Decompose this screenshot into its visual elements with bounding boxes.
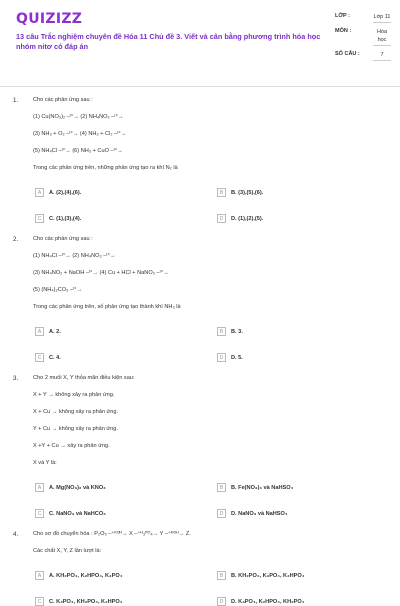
question-text-line: Các chất X, Y, Z lần lượt là:	[33, 548, 102, 554]
option-text: D. NaNO₃ và NaHSO₄	[231, 510, 288, 517]
answer-option-c[interactable]	[35, 353, 61, 362]
answer-option-d[interactable]	[217, 353, 243, 362]
answer-option-b[interactable]	[217, 571, 304, 580]
question-text-line: (3) NH₃ + O₂ –ᵗ°→ (4) NH₃ + Cl₂ –ᵗ°→	[33, 131, 127, 137]
option-text: C. K₃PO₄, KH₂PO₄, K₂HPO₄	[49, 598, 123, 605]
socau-value: 7	[373, 51, 391, 61]
meta-row-mon	[335, 28, 391, 46]
question-number: 4.	[13, 531, 19, 538]
question-text-line: Cho 2 muối X, Y thỏa mãn điều kiện sau:	[33, 375, 135, 381]
option-text: C. (1),(3),(4).	[49, 215, 82, 222]
answer-option-a[interactable]	[35, 571, 122, 580]
option-letter-box[interactable]: A	[35, 571, 44, 580]
option-letter-box[interactable]: B	[217, 571, 226, 580]
question-text-line: (1) NH₄Cl –ᵗ°→ (2) NH₄NO₃ –ᵗ°→	[33, 253, 116, 259]
question-text-line: Cho sơ đồ chuyển hóa : P₂O₅ –⁺ᴷᴼᴴ→ X –⁺ᴴ₃ᴾᴼ₄→ Y –⁺ᴷᴼᴴ→ Z.	[33, 531, 191, 537]
question-text-line: (5) NH₄Cl –ᵗ°→ (6) NH₃ + CuO –ᵗ°→	[33, 148, 123, 154]
answer-option-b[interactable]	[217, 188, 263, 197]
question-text-line: X + Y → không xảy ra phản ứng.	[33, 392, 115, 398]
answer-option-c[interactable]	[35, 597, 122, 606]
answer-option-c[interactable]	[35, 214, 81, 223]
meta-row-lop	[335, 13, 391, 23]
option-letter-box[interactable]: D	[217, 353, 226, 362]
option-letter-box[interactable]: A	[35, 188, 44, 197]
option-letter-box[interactable]: D	[217, 214, 226, 223]
question-text-line: Y + Cu → không xảy ra phản ứng.	[33, 426, 118, 432]
answer-option-a[interactable]	[35, 327, 61, 336]
option-text: A. KH₂PO₄, K₂HPO₄, K₃PO₄	[49, 572, 123, 579]
option-text: A. (2),(4),(6).	[49, 189, 82, 196]
question-text-line: (5) (NH₄)₂CO₃ –ᵗ°→	[33, 287, 83, 293]
answer-option-b[interactable]	[217, 483, 293, 492]
option-letter-box[interactable]: C	[35, 509, 44, 518]
question-text-line: Cho các phản ứng sau :	[33, 236, 93, 242]
option-letter-box[interactable]: A	[35, 327, 44, 336]
option-text: B. KH₂PO₄, K₃PO₄, K₂HPO₄	[231, 572, 305, 579]
mon-label: MÔN :	[335, 28, 352, 34]
lop-label: LỚP :	[335, 13, 350, 19]
answer-option-d[interactable]	[217, 214, 263, 223]
option-letter-box[interactable]: D	[217, 597, 226, 606]
option-text: A. Mg(NO₃)₂ và KNO₃	[49, 484, 106, 491]
option-letter-box[interactable]: B	[217, 188, 226, 197]
question-text-line: X + Cu → không xảy ra phản ứng.	[33, 409, 119, 415]
question-text-line: Cho các phản ứng sau :	[33, 97, 93, 103]
answer-option-a[interactable]	[35, 188, 81, 197]
option-text: A. 2.	[49, 328, 61, 335]
answer-option-d[interactable]	[217, 597, 304, 606]
meta-row-socau	[335, 51, 391, 61]
option-letter-box[interactable]: C	[35, 214, 44, 223]
worksheet-header	[0, 0, 400, 87]
question-text-line: X và Y là:	[33, 460, 57, 466]
mon-value: Hóa học	[373, 28, 391, 46]
option-text: D. (1),(2),(5).	[231, 215, 264, 222]
question-text-line: Trong các phản ứng trên, những phản ứng tạo ra khí N₂ là	[33, 165, 178, 171]
option-text: B. 3.	[231, 328, 243, 335]
option-letter-box[interactable]: B	[217, 483, 226, 492]
answer-option-a[interactable]	[35, 483, 106, 492]
question-text-line: X +Y + Cu → xảy ra phản ứng.	[33, 443, 110, 449]
answer-option-c[interactable]	[35, 509, 106, 518]
question-text-line: Trong các phản ứng trên, số phản ứng tạo thành khí NH₃ là	[33, 304, 181, 310]
option-letter-box[interactable]: A	[35, 483, 44, 492]
worksheet-title: 13 câu Trắc nghiệm chuyên đề Hóa 11 Chủ đề 3. Viết và cân bằng phương trình hóa học nhóm nitơ có đáp án	[16, 32, 321, 51]
question-text-line: (1) Cu(NO₃)₂ –ᵗ°→ (2) NH₄NO₂ –ᵗ°→	[33, 114, 124, 120]
answer-option-d[interactable]	[217, 509, 288, 518]
socau-label: SỐ CÂU :	[335, 51, 360, 57]
question-number: 2.	[13, 236, 19, 243]
question-number: 1.	[13, 97, 19, 104]
option-letter-box[interactable]: B	[217, 327, 226, 336]
question-number: 3.	[13, 375, 19, 382]
option-text: C. NaNO₃ và NaHCO₃	[49, 510, 106, 517]
option-letter-box[interactable]: C	[35, 597, 44, 606]
option-letter-box[interactable]: C	[35, 353, 44, 362]
quizizz-logo[interactable]: QUIZIZZ	[16, 11, 83, 27]
option-text: B. (3),(5),(6).	[231, 189, 264, 196]
question-text-line: (3) NH₄NO₂ + NaOH –ᵗ°→ (4) Cu + HCl + NaNO₃ –ᵗ°→	[33, 270, 169, 276]
option-text: D. 5.	[231, 354, 243, 361]
option-letter-box[interactable]: D	[217, 509, 226, 518]
option-text: B. Fe(NO₃)₃ và NaHSO₄	[231, 484, 294, 491]
option-text: D. K₃PO₄, K₂HPO₄, KH₂PO₄	[231, 598, 305, 605]
answer-option-b[interactable]	[217, 327, 243, 336]
worksheet-meta	[335, 13, 391, 66]
option-text: C. 4.	[49, 354, 61, 361]
lop-value: Lớp 11	[373, 13, 391, 23]
